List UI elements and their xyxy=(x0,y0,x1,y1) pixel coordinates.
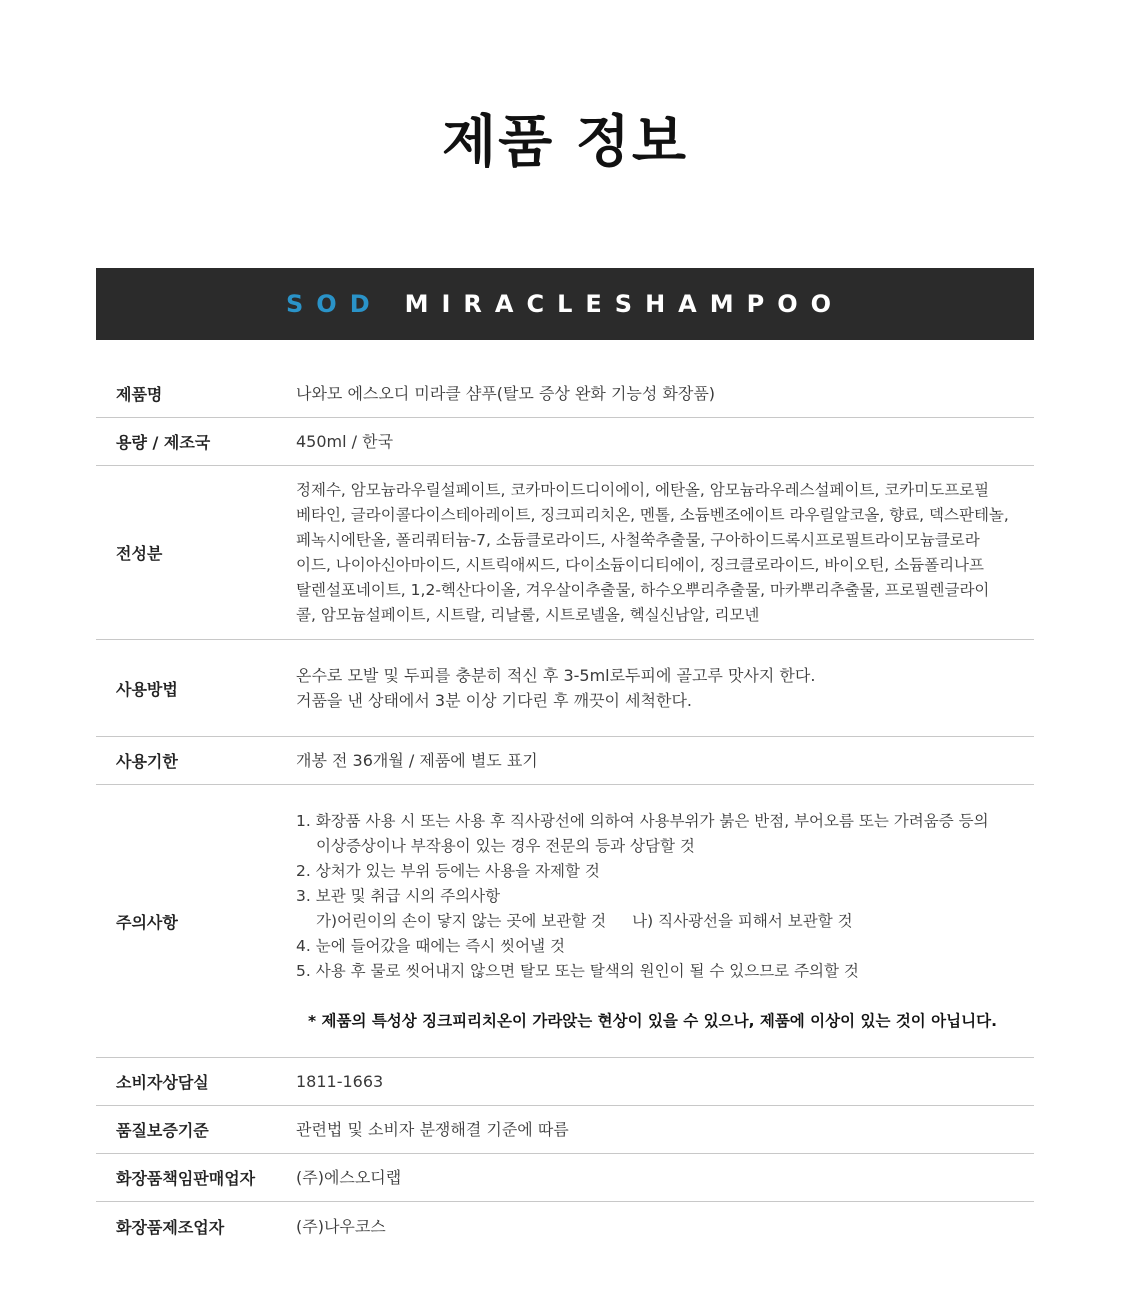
row-value: 450ml / 한국 xyxy=(296,432,394,451)
row-manufacturer xyxy=(96,1202,1034,1250)
caution-item: 2. 상처가 있는 부위 등에는 사용을 자제할 것 xyxy=(296,861,600,880)
row-value xyxy=(296,663,1034,713)
product-info-table xyxy=(96,370,1034,1250)
row-product-name xyxy=(96,370,1034,418)
row-label: 전성분 xyxy=(116,544,163,563)
ingredients-line: 탈렌설포네이트, 1,2-헥산다이올, 겨우살이추출물, 하수오뿌리추출물, 마카뿌리추출물, 프로필렌글라이 xyxy=(296,580,990,599)
row-quality-standard xyxy=(96,1106,1034,1154)
caution-subitem: 가)어린이의 손이 닿지 않는 곳에 보관할 것 xyxy=(316,911,607,930)
row-label: 용량 / 제조국 xyxy=(116,433,211,452)
row-consumer-center xyxy=(96,1058,1034,1106)
ingredients-line: 콜, 암모늄설페이트, 시트랄, 리날룰, 시트로넬올, 헥실신남알, 리모넨 xyxy=(296,605,760,624)
caution-subitem: 나) 직사광선을 피해서 보관할 것 xyxy=(632,911,853,930)
row-value: 개봉 전 36개월 / 제품에 별도 표기 xyxy=(296,751,538,770)
row-ingredients xyxy=(96,466,1034,640)
ingredients-line: 베타인, 글라이콜다이스테아레이트, 징크피리치온, 멘톨, 소듐벤조에이트 라우릴알코올, 향료, 덱스판테놀, xyxy=(296,505,1009,524)
usage-line: 온수로 모발 및 두피를 충분히 적신 후 3-5ml로두피에 골고루 맛사지 한다. xyxy=(296,666,816,685)
row-value: 1811-1663 xyxy=(296,1072,384,1091)
row-value: 관련법 및 소비자 분쟁해결 기준에 따름 xyxy=(296,1120,569,1139)
ingredients-line: 정제수, 암모늄라우릴설페이트, 코카마이드디이에이, 에탄올, 암모늄라우레스설페이트, 코카미도프로필 xyxy=(296,480,990,499)
caution-item: 1. 화장품 사용 시 또는 사용 후 직사광선에 의하여 사용부위가 붉은 반점, 부어오름 또는 가려움증 등의 xyxy=(296,811,989,830)
caution-item-continued: 이상증상이나 부작용이 있는 경우 전문의 등과 상담할 것 xyxy=(316,836,695,855)
row-value: (주)나우코스 xyxy=(296,1216,386,1236)
row-responsible-seller xyxy=(96,1154,1034,1202)
row-value: (주)에스오디랩 xyxy=(296,1168,402,1187)
row-label: 주의사항 xyxy=(116,912,178,932)
usage-line: 거품을 낸 상태에서 3분 이상 기다린 후 깨끗이 세척한다. xyxy=(296,691,692,710)
row-volume-origin xyxy=(96,418,1034,466)
page-title: 제품 정보 xyxy=(442,110,688,175)
banner-brand: SOD xyxy=(286,290,383,318)
caution-item: 5. 사용 후 물로 씻어내지 않으면 탈모 또는 탈색의 원인이 될 수 있으므로 주의할 것 xyxy=(296,961,859,980)
row-usage xyxy=(96,640,1034,737)
row-value: 나와모 에스오디 미라클 샴푸(탈모 증상 완화 기능성 화장품) xyxy=(296,384,716,403)
row-expiry xyxy=(96,737,1034,785)
row-label: 화장품책임판매업자 xyxy=(116,1169,256,1188)
row-label: 소비자상담실 xyxy=(116,1073,209,1092)
caution-subitems xyxy=(296,909,1028,934)
row-value xyxy=(296,478,1034,628)
ingredients-line: 페녹시에탄올, 폴리쿼터늄-7, 소듐클로라이드, 사철쑥추출물, 구아하이드록시프로필트라이모늄클로라 xyxy=(296,530,980,549)
product-banner xyxy=(96,268,1034,340)
row-caution xyxy=(96,785,1034,1058)
caution-item: 3. 보관 및 취급 시의 주의사항 xyxy=(296,886,501,905)
caution-note: * 제품의 특성상 징크피리치온이 가라앉는 현상이 있을 수 있으나, 제품에 이상이 있는 것이 아닙니다. xyxy=(308,1011,997,1030)
caution-item: 4. 눈에 들어갔을 때에는 즉시 씻어낼 것 xyxy=(296,936,565,955)
row-label: 사용기한 xyxy=(116,752,178,771)
row-label: 사용방법 xyxy=(116,679,178,699)
row-label: 제품명 xyxy=(116,385,163,404)
row-label: 품질보증기준 xyxy=(116,1121,209,1140)
ingredients-line: 이드, 나이아신아마이드, 시트릭애씨드, 다이소듐이디티에이, 징크클로라이드, 바이오틴, 소듐폴리나프 xyxy=(296,555,984,574)
banner-product-name: MIRACLESHAMPOO xyxy=(404,290,844,318)
row-label: 화장품제조업자 xyxy=(116,1217,225,1237)
row-value xyxy=(296,809,1034,1034)
